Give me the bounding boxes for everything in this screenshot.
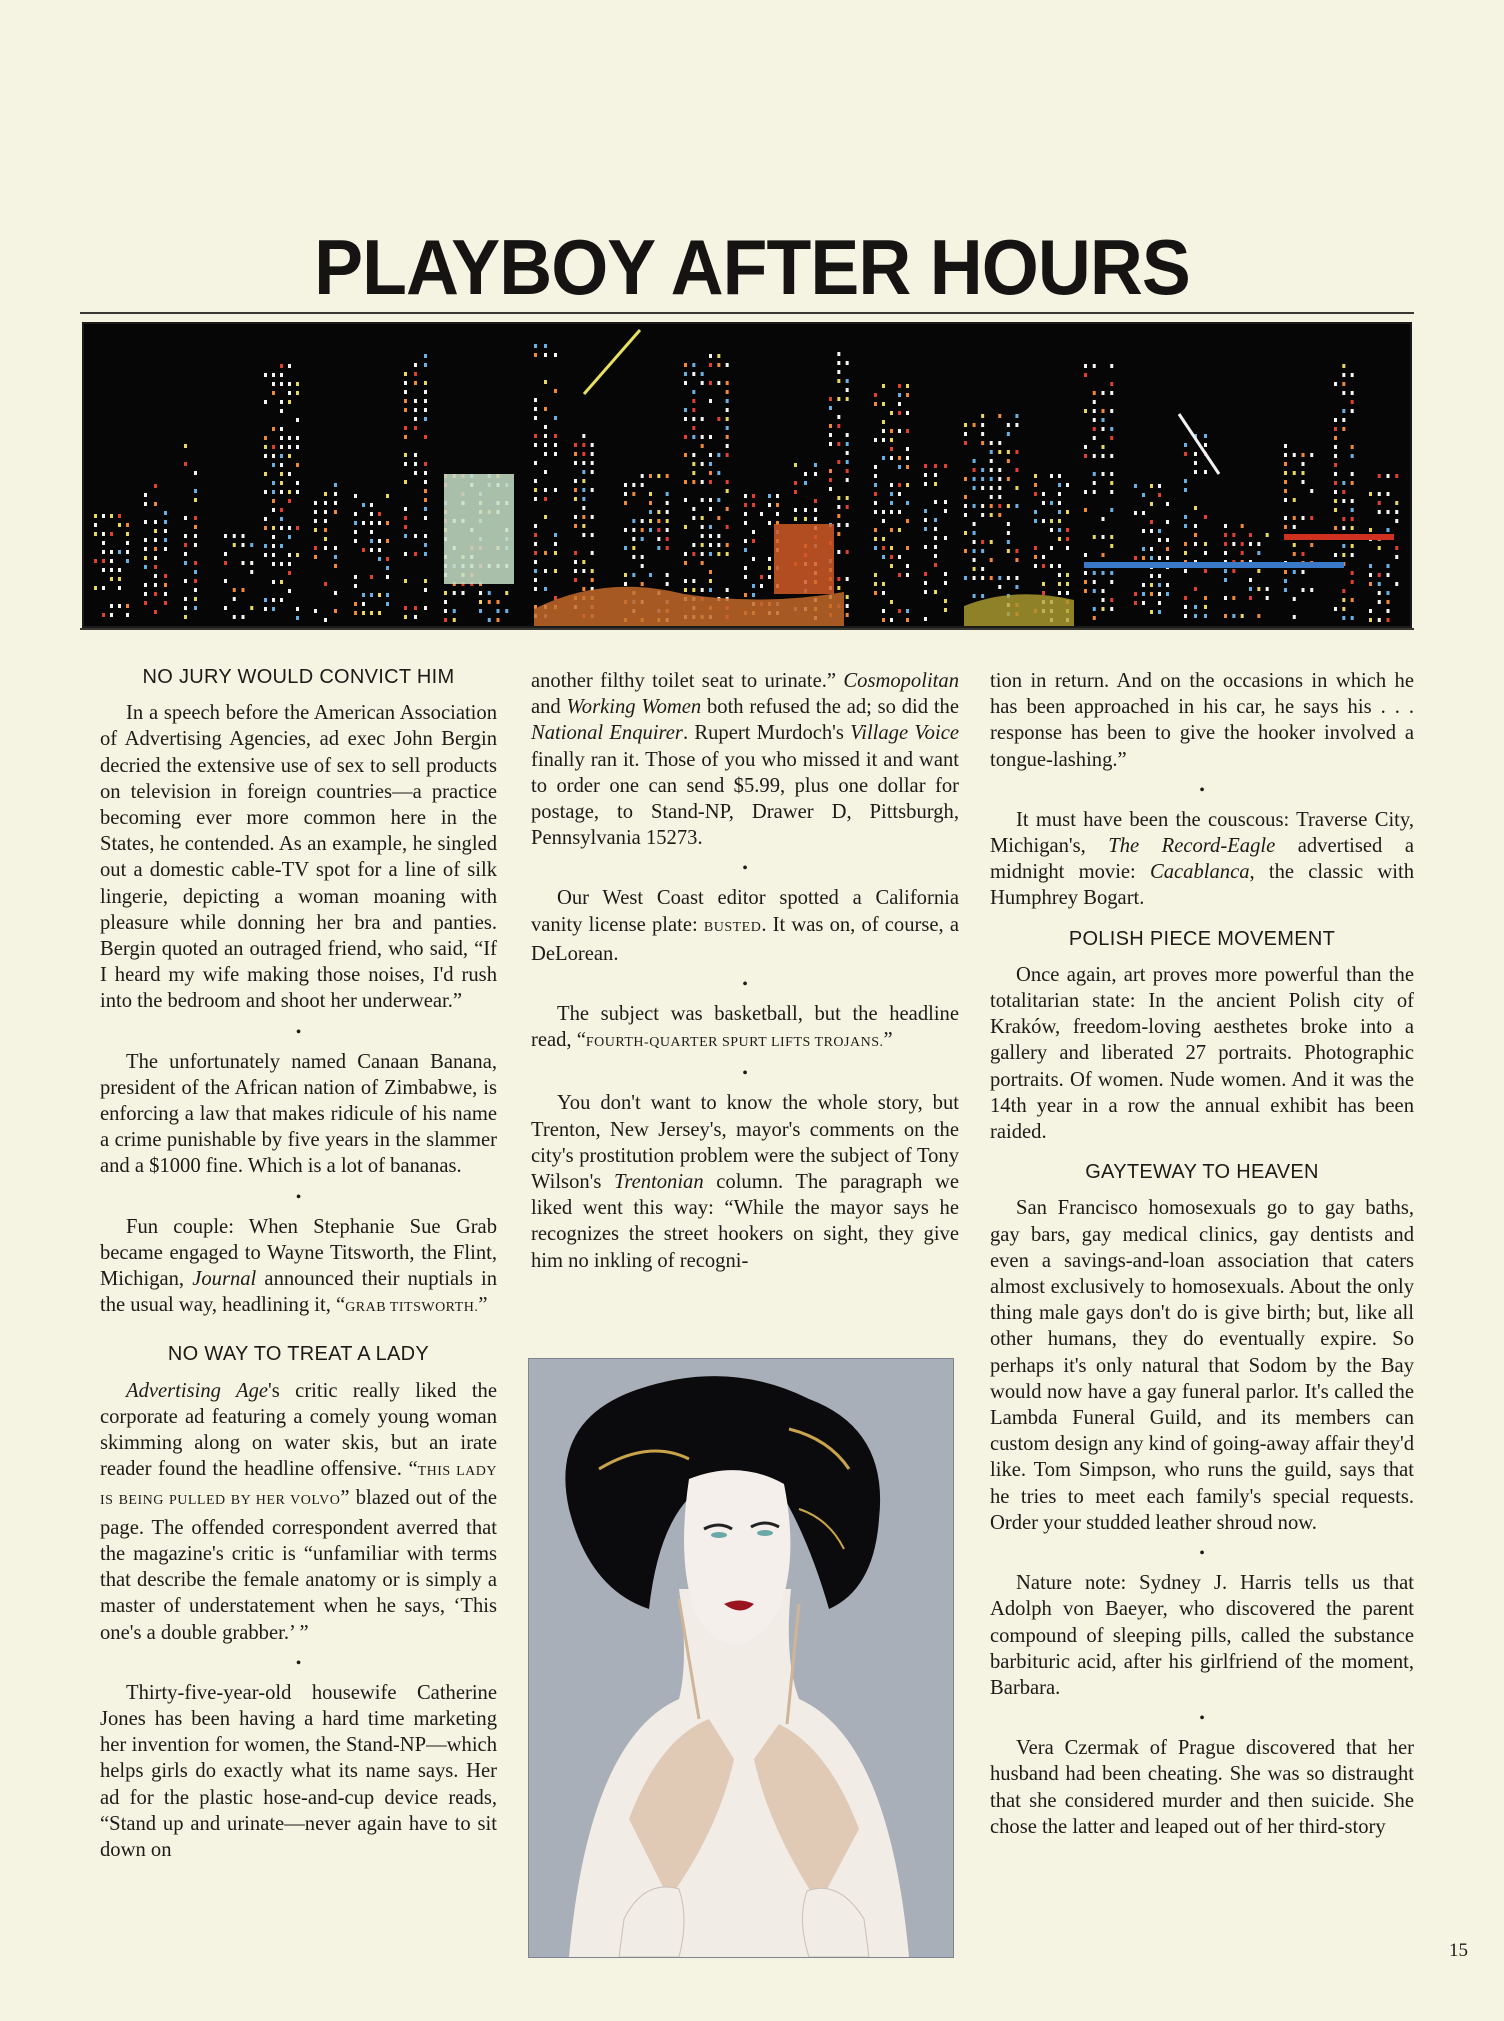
separator-bullet: •	[1199, 1710, 1205, 1728]
separator-bullet: •	[1199, 781, 1205, 799]
paragraph-krakow: Once again, art proves more powerful than the totalitarian state: In the ancient Polish city of Kraków, freedom-loving aesthetes broke into a gallery and liberated 27 portraits. Photographic portraits. Of women. Nude women. And it was the 14th year in a row the annual exhibit has been raided.	[990, 963, 1414, 1144]
paragraph-trenton-cont: tion in return. And on the occasions in which he has been approached in his car, he says his . . . response has been to give the hooker involved a tongue-lashing.”	[990, 670, 1414, 771]
separator-bullet: •	[742, 976, 748, 994]
page-number: 15	[1449, 1940, 1468, 1961]
paragraph-bergin: In a speech before the American Association of Advertising Agencies, ad exec John Bergin decried the extensive use of sex to sell products on television in foreign countries—a practice becoming ever more common here in the States, he contended. As an example, he singled out a domestic cable-TV spot for a line of silk lingerie, depicting a woman moaning with pleasure while donning her bra and panties. Bergin quoted an outraged friend, who said, “If I heard my wife making those noises, I'd rush into the bedroom and shoot her underwear.”	[100, 702, 497, 1013]
woman-portrait-illustration	[528, 1358, 954, 1958]
paragraph-stand-np-cont: another filthy toilet seat to urinate.” Cosmopolitan and Working Women both refused the ad; so did the National Enquirer. Rupert Murdoch's Village Voice finally ran it. Those of you who missed it and want to order one can send $5.99, plus one dollar for postage, to Stand-NP, Drawer D, Pittsburgh, Pennsylvania 15273.	[531, 670, 959, 850]
headline-no-jury: NO JURY WOULD CONVICT HIM	[142, 666, 455, 688]
paragraph-trenton: You don't want to know the whole story, but Trenton, New Jersey's, mayor's comments on the city's prostitution problem were the subject of Tony Wilson's Trentonian column. The paragraph we liked went this way: “While the mayor says he recognizes the street hookers on sight, they give him no inkling of recogni-	[531, 1092, 959, 1272]
paragraph-stand-np: Thirty-five-year-old housewife Catherine Jones has been having a hard time marketing her invention for women, the Stand-NP—which helps girls do exactly what its name says. Her ad for the plastic hose-and-cup device reads, “Stand up and urinate—never again have to sit down on	[100, 1681, 497, 1861]
city-skyline-illustration	[82, 322, 1412, 628]
paragraph-funeral-guild: San Francisco homosexuals go to gay baths, gay bars, gay medical clinics, gay dentists and even a savings-and-loan association that caters almost exclusively to homosexuals. About the only thing male gays don't do is give birth; but, like all other humans, they do eventually expire. So perhaps it's only natural that Sodom by the Bay would now have a gay funeral parlor. It's called the Lambda Funeral Guild, and its members can custom design any kind of going-away affair they'd like. Tom Simpson, who runs the guild, says that he tries to meet each family's special requests. Order your studded leather shroud now.	[990, 1197, 1414, 1534]
paragraph-nature-note: Nature note: Sydney J. Harris tells us that Adolph von Baeyer, who discovered the parent compound of sleeping pills, called the substance barbituric acid, after his girlfriend of the moment, Barbara.	[990, 1572, 1414, 1699]
paragraph-license-plate: Our West Coast editor spotted a California vanity license plate: BUSTED. It was on, of course, a DeLorean.	[531, 887, 959, 965]
banner-rule-bottom	[80, 628, 1414, 630]
column-2	[531, 668, 959, 1274]
separator-bullet: •	[295, 1023, 302, 1041]
headline-no-way: NO WAY TO TREAT A LADY	[167, 1343, 430, 1366]
paragraph-basketball: The subject was basketball, but the headline read, “FOURTH-QUARTER SPURT LIFTS TROJANS.”	[531, 1003, 959, 1052]
paragraph-banana: The unfortunately named Canaan Banana, president of the African nation of Zimbabwe, is enforcing a law that makes ridicule of his name a crime punishable by five years in the slammer and a $1000 fine. Which is a lot of bananas.	[100, 1050, 497, 1178]
headline-polish-piece: POLISH PIECE MOVEMENT	[1068, 927, 1336, 950]
paragraph-couscous: It must have been the couscous: Traverse City, Michigan's, The Record-Eagle advertised a midnight movie: Cacablanca, the classic with Humphrey Bogart.	[990, 808, 1414, 910]
separator-bullet: •	[295, 1654, 302, 1672]
separator-bullet: •	[295, 1188, 302, 1206]
masthead-title: PLAYBOY AFTER HOURS	[314, 223, 1190, 311]
paragraph-advertising-age: Advertising Age's critic really liked the corporate ad featuring a comely young woman skimming along on water skis, but an irate reader found the headline offensive. “THIS LADY IS BEING PULLED BY HER VOLVO” blazed out of the page. The offended correspondent averred that the magazine's critic is “unfamiliar with terms that describe the female anatomy or is simply a master of understatement when he says, ‘This one's a double grabber.’ ”	[100, 1379, 497, 1644]
paragraph-grab: Fun couple: When Stephanie Sue Grab became engaged to Wayne Titsworth, the Flint, Michigan, Journal announced their nuptials in the usual way, headlining it, “GRAB TITSWORTH.”	[100, 1215, 497, 1317]
masthead-rule-top	[80, 312, 1414, 314]
headline-gayteway: GAYTEWAY TO HEAVEN	[1085, 1161, 1319, 1184]
separator-bullet: •	[1199, 1545, 1205, 1563]
column-1	[100, 664, 497, 1863]
separator-bullet: •	[742, 860, 748, 878]
column-3	[990, 668, 1414, 1840]
paragraph-vera-czermak: Vera Czermak of Prague discovered that her husband had been cheating. She was so distraught that she considered murder and then suicide. She chose the latter and leaped out of her third-story	[990, 1737, 1414, 1838]
separator-bullet: •	[742, 1065, 748, 1083]
